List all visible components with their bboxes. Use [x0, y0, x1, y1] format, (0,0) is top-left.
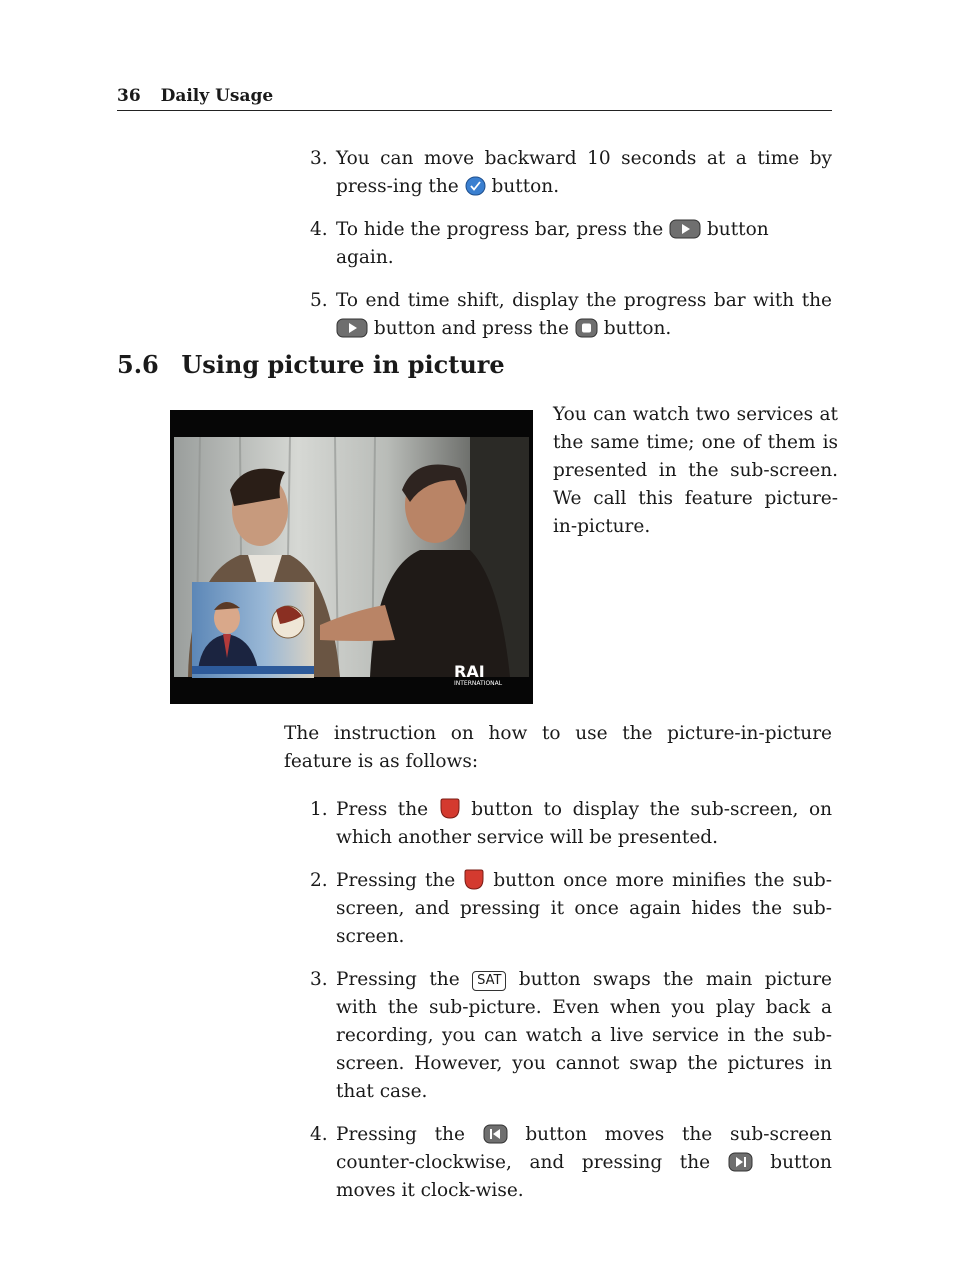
svg-text:INTERNATIONAL: INTERNATIONAL — [454, 680, 503, 687]
list-item: 5. To end time shift, display the progress bar with the button and press the button. — [310, 290, 832, 339]
section-number: 5.6 — [117, 350, 159, 379]
red-button-icon — [439, 798, 461, 819]
skip-back-icon — [483, 1124, 508, 1144]
list-item: 2. Pressing the button once more minifies the sub-screen, and pressing it once again hides the sub-screen. — [310, 870, 832, 947]
time-shift-steps — [310, 145, 832, 358]
section-heading — [117, 350, 505, 379]
list-item: 4. To hide the progress bar, press the button again. — [310, 219, 769, 268]
chapter-title: Daily Usage — [160, 86, 274, 106]
list-item: 3. Pressing the SAT button swaps the main picture with the sub-picture. Even when you play back a recording, you can watch a live service in the sub-screen. However, you cannot swap the pictures in that case. — [310, 969, 832, 1102]
stop-icon — [575, 318, 598, 338]
page-number: 36 — [117, 86, 141, 106]
pip-screenshot — [170, 410, 533, 704]
list-item: 1. Press the button to display the sub-screen, on which another service will be presented. — [310, 799, 832, 848]
list-item: 4. Pressing the button moves the sub-screen counter-clockwise, and pressing the button moves it clock-wise. — [310, 1124, 832, 1201]
play-icon — [336, 318, 368, 338]
pip-description: You can watch two services at the same time; one of them is presented in the sub-screen. We call this feature picture-in-picture. — [553, 404, 838, 537]
tv-scene — [170, 410, 533, 704]
pip-emblem-icon — [272, 606, 304, 638]
red-button-icon — [463, 869, 485, 890]
skip-forward-icon — [728, 1152, 753, 1172]
pip-steps — [310, 796, 832, 1220]
page-header — [117, 86, 832, 111]
pip-intro: The instruction on how to use the picture-in-picture feature is as follows: — [284, 723, 832, 772]
section-title: Using picture in picture — [181, 350, 505, 379]
sat-key-icon: SAT — [472, 971, 506, 991]
ok-check-icon — [465, 176, 486, 196]
svg-text:RAI: RAI — [454, 662, 485, 681]
play-icon — [669, 219, 701, 239]
list-item: 3. You can move backward 10 seconds at a time by press-ing the button. — [310, 148, 832, 197]
